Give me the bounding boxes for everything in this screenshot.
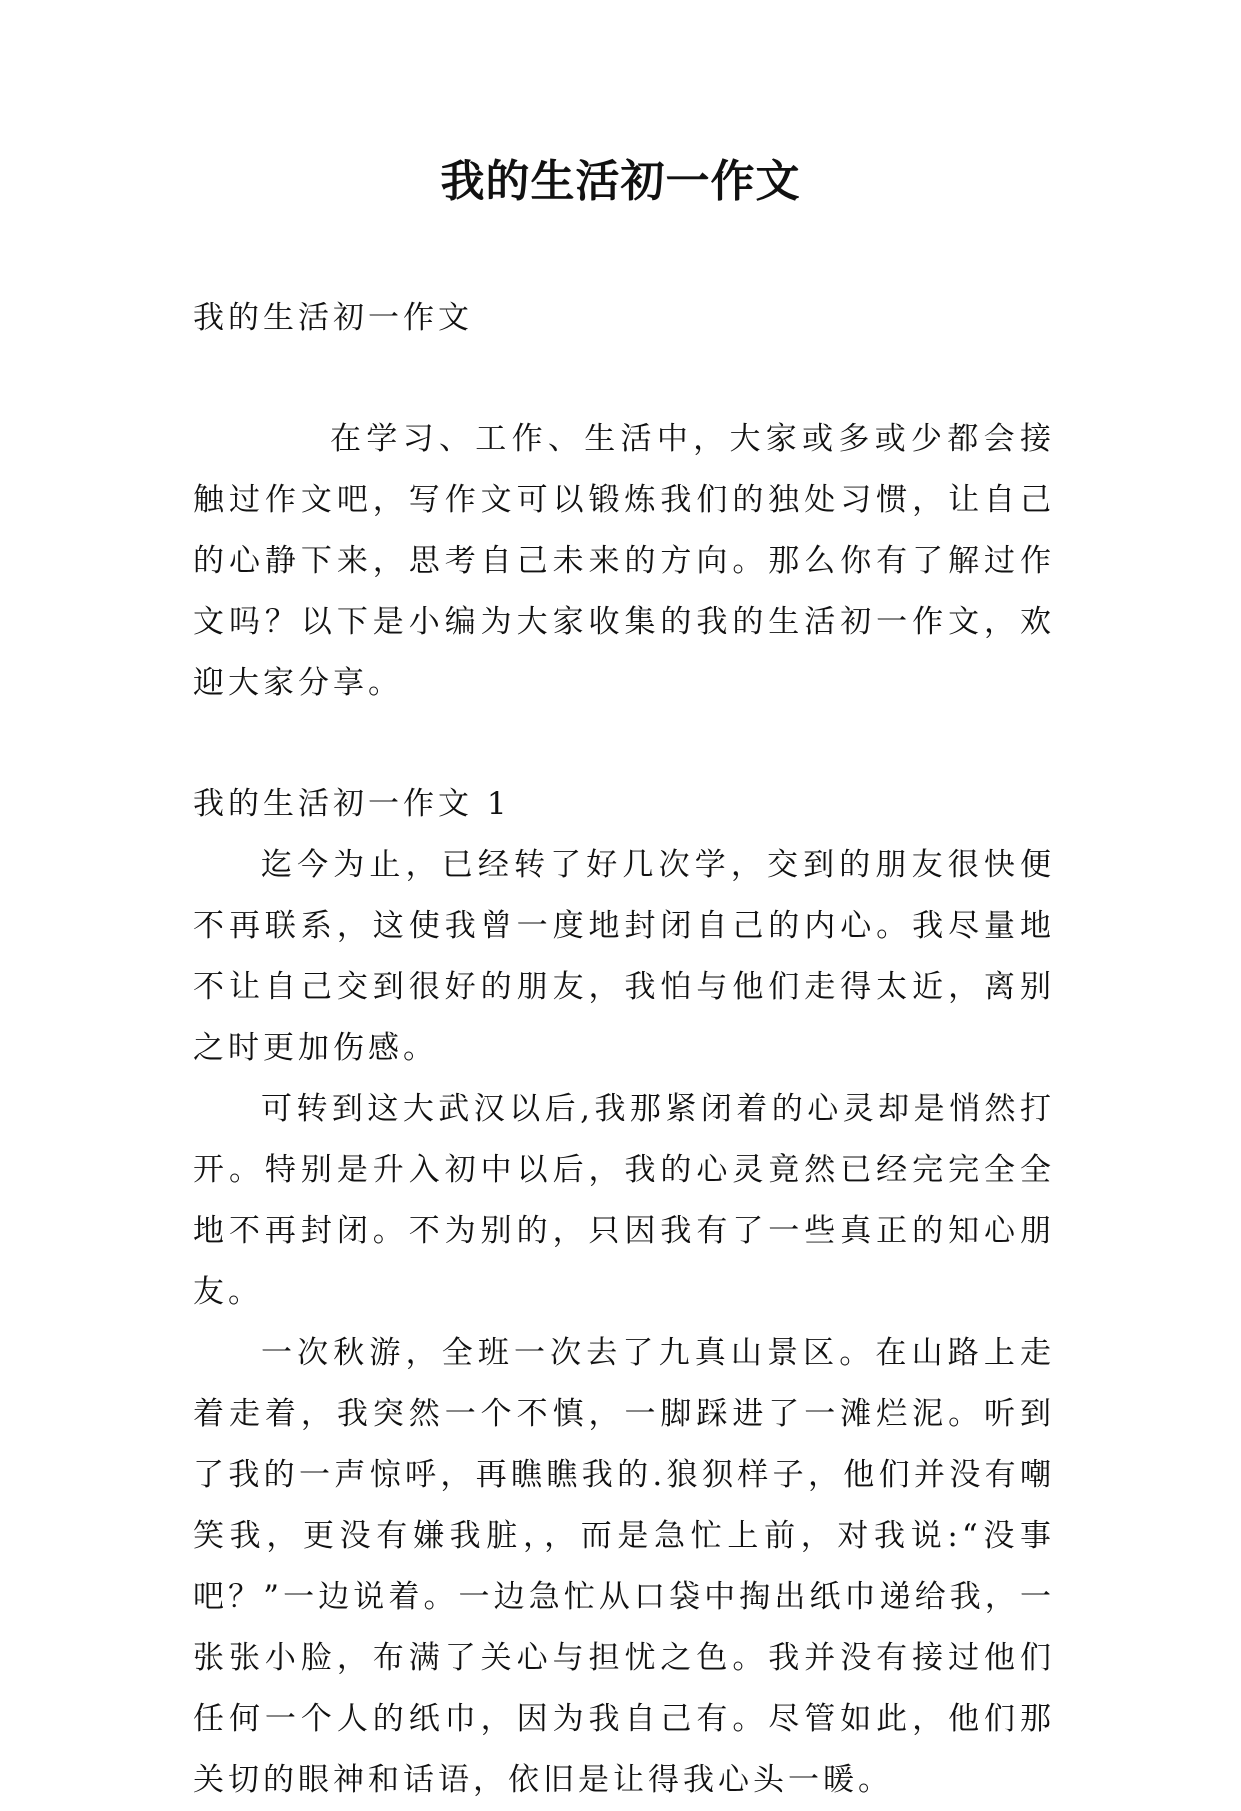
body-paragraph: 迄今为止，已经转了好几次学，交到的朋友很快便不再联系，这使我曾一度地封闭自己的内心。我尽量地不让自己交到很好的朋友，我怕与他们走得太近，离别之时更加伤感。 xyxy=(193,847,1055,1066)
body-paragraph: 一次秋游，全班一次去了九真山景区。在山路上走着走着，我突然一个不慎，一脚踩进了一滩烂泥。听到了我的一声惊呼，再瞧瞧我的.狼狈样子，他们并没有嘲笑我，更没有嫌我脏，，而是急忙上前，对我说:“没事吧？”一边说着。一边急忙从口袋中掏出纸巾递给我，一张张小脸，布满了关心与担忧之色。我并没有接过他们任何一个人的纸巾，因为我自己有。尽管如此，他们那关切的眼神和话语，依旧是让得我心头一暖。 xyxy=(193,1335,1055,1798)
document-subtitle: 我的生活初一作文 xyxy=(193,300,473,336)
document-title: 我的生活初一作文 xyxy=(440,156,801,207)
intro-paragraph: 在学习、工作、生活中，大家或多或少都会接触过作文吧，写作文可以锻炼我们的独处习惯，让自己的心静下来，思考自己未来的方向。那么你有了解过作文吗？以下是小编为大家收集的我的生活初一作文，欢迎大家分享。 xyxy=(193,421,1055,701)
document-content xyxy=(193,288,1055,1811)
section-heading: 我的生活初一作文 1 xyxy=(193,786,511,822)
body-paragraph: 可转到这大武汉以后,我那紧闭着的心灵却是悄然打开。特别是升入初中以后，我的心灵竟然已经完完全全地不再封闭。不为别的，只因我有了一些真正的知心朋友。 xyxy=(193,1091,1055,1310)
